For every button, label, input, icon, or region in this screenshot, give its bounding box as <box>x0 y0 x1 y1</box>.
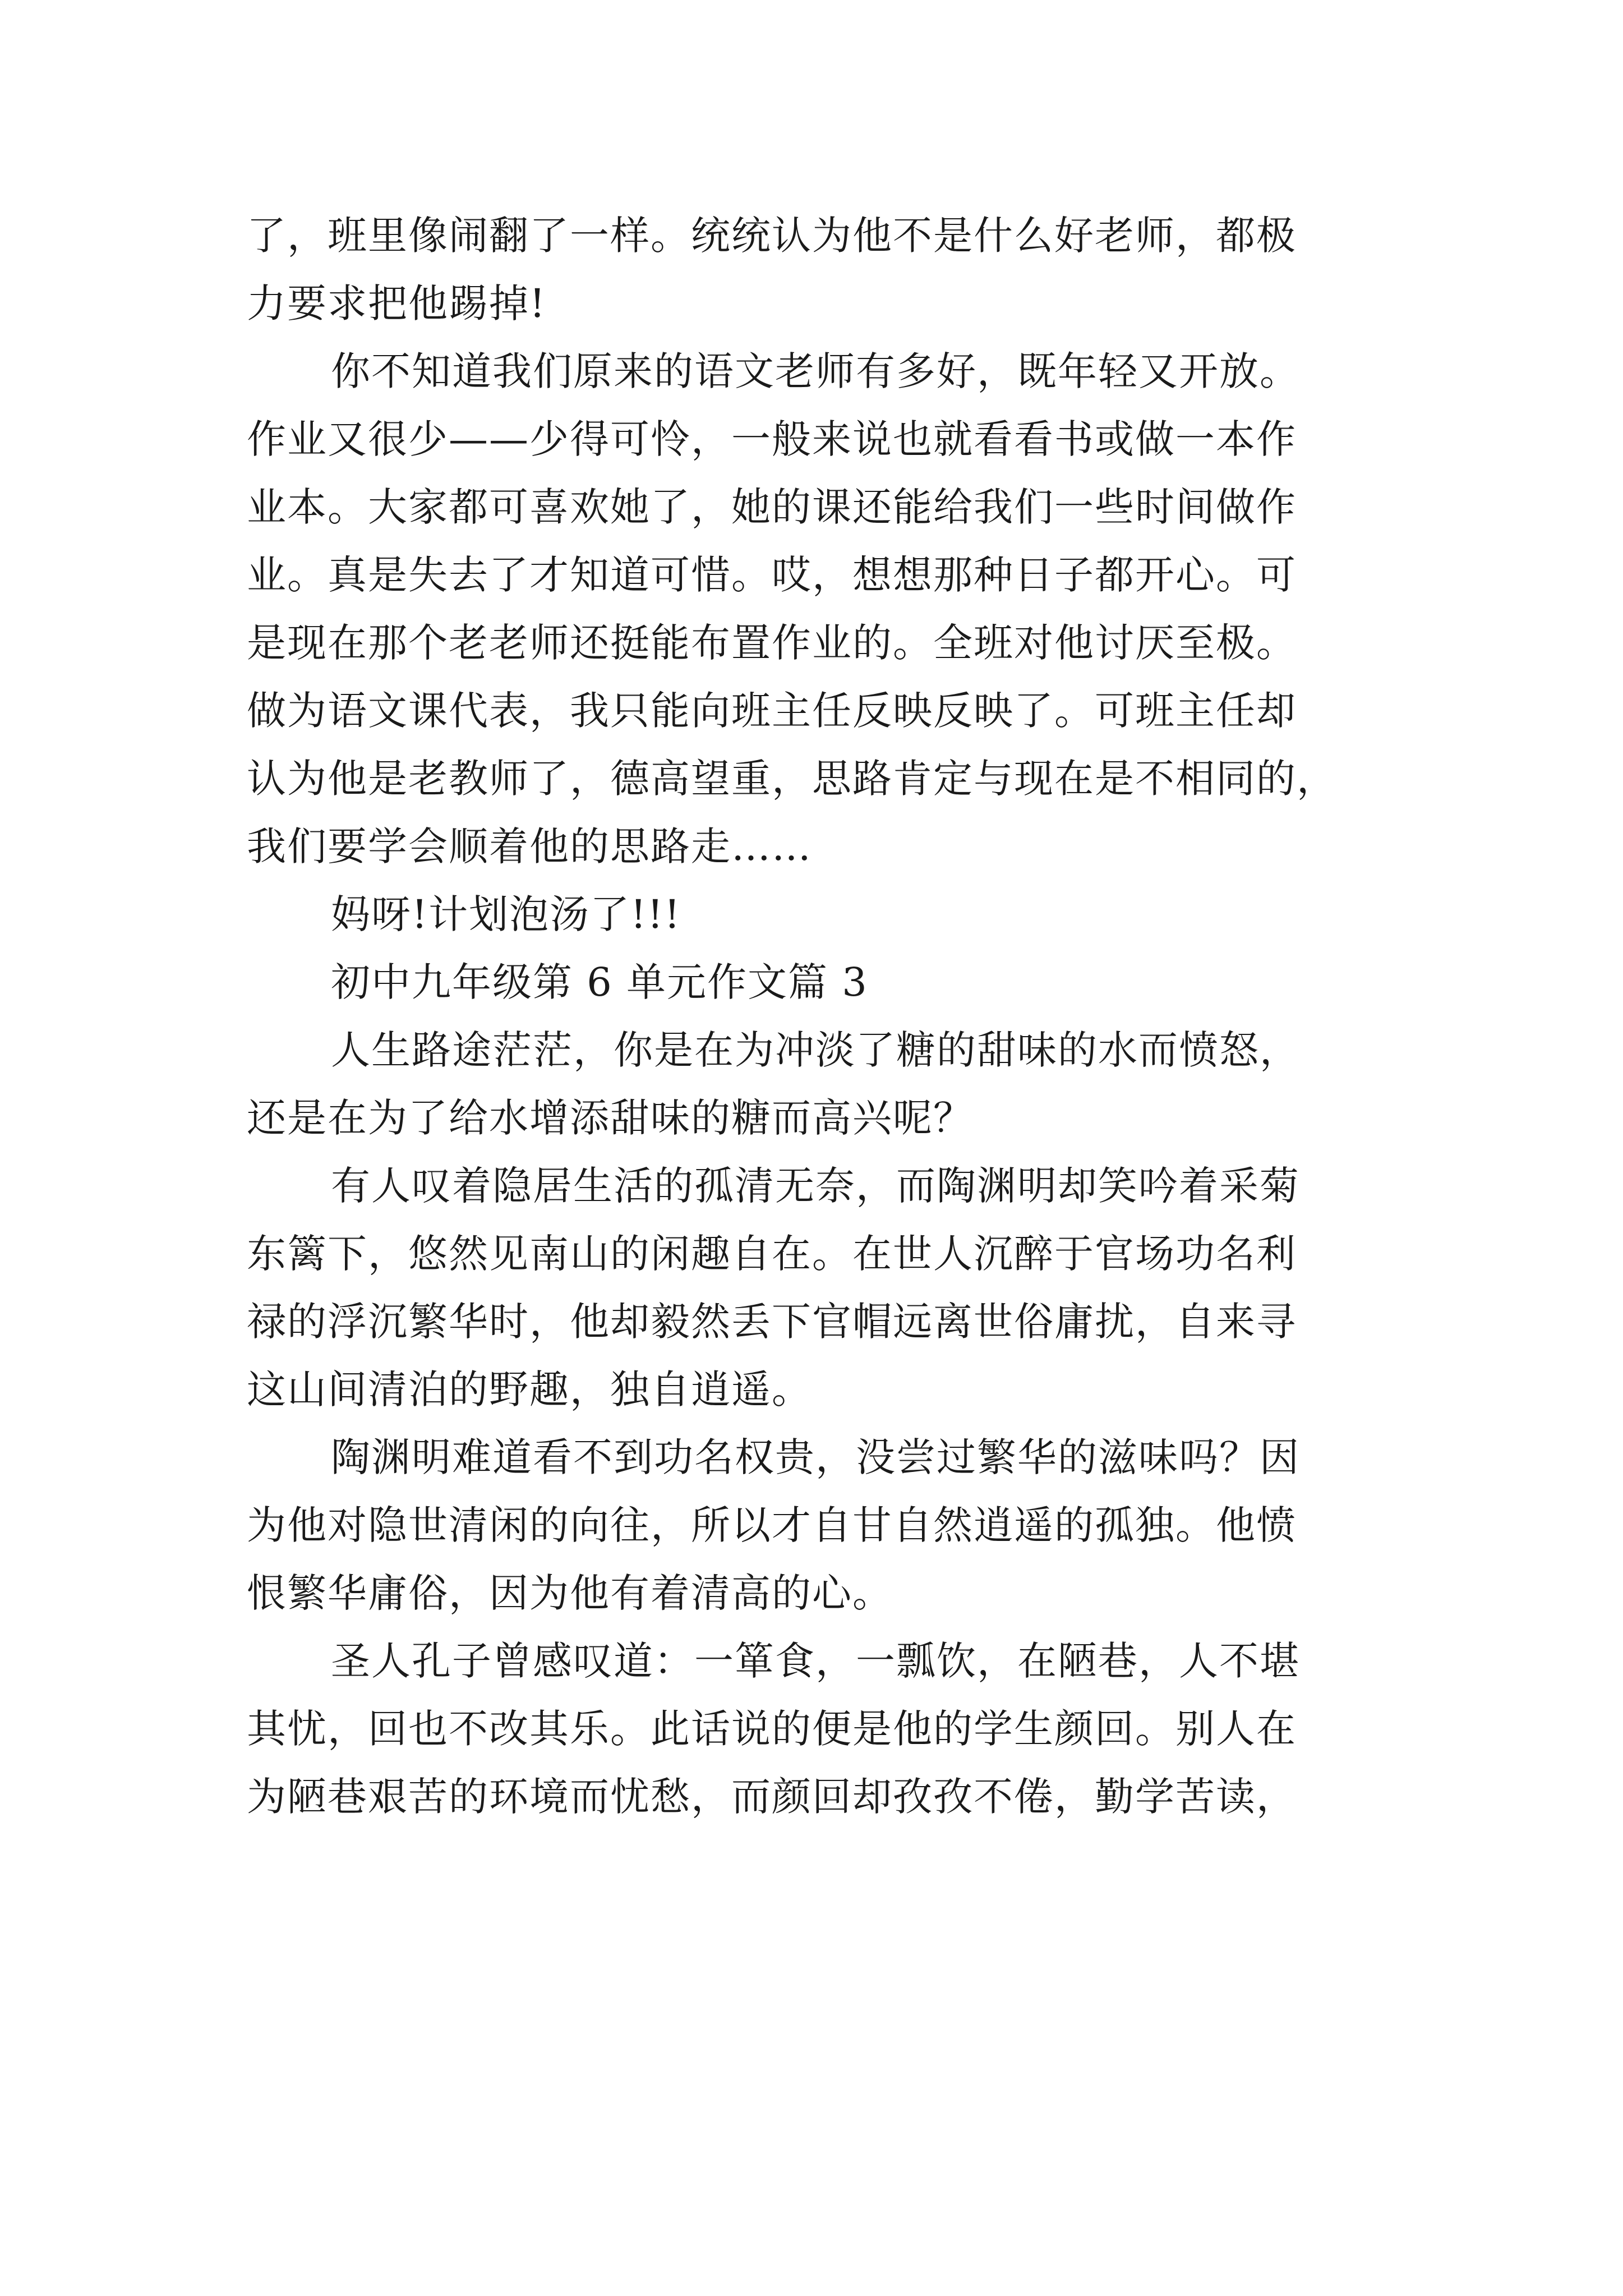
text-line: 业本。大家都可喜欢她了，她的课还能给我们一些时间做作 <box>247 484 1297 530</box>
paragraph-start-line: 有人叹着隐居生活的孤清无奈，而陶渊明却笑吟着采菊 <box>331 1163 1300 1209</box>
paragraph-start-line: 妈呀!计划泡汤了!!! <box>331 891 681 937</box>
text-line: 是现在那个老老师还挺能布置作业的。全班对他讨厌至极。 <box>247 620 1297 666</box>
essay-text <box>247 202 1396 1831</box>
text-line: 了，班里像闹翻了一样。统统认为他不是什么好老师，都极 <box>247 213 1297 259</box>
text-line: 其忧，回也不改其乐。此话说的便是他的学生颜回。别人在 <box>247 1706 1297 1752</box>
text-line: 为陋巷艰苦的环境而忧愁，而颜回却孜孜不倦，勤学苦读， <box>247 1774 1297 1820</box>
section-heading: 初中九年级第 6 单元作文篇 3 <box>331 959 868 1005</box>
text-line: 力要求把他踢掉! <box>247 280 547 326</box>
paragraph-start-line: 你不知道我们原来的语文老师有多好，既年轻又开放。 <box>331 348 1300 394</box>
text-line: 禄的浮沉繁华时，他却毅然丢下官帽远离世俗庸扰，自来寻 <box>247 1299 1297 1345</box>
text-line: 这山间清泊的野趣，独自逍遥。 <box>247 1366 812 1412</box>
text-line: 做为语文课代表，我只能向班主任反映反映了。可班主任却 <box>247 688 1297 734</box>
paragraph-start-line: 人生路途茫茫，你是在为冲淡了糖的甜味的水而愤怒， <box>331 1027 1300 1073</box>
text-line: 为他对隐世清闲的向往，所以才自甘自然逍遥的孤独。他愤 <box>247 1502 1297 1548</box>
text-line: 业。真是失去了才知道可惜。哎，想想那种日子都开心。可 <box>247 552 1297 598</box>
paragraph-start-line: 陶渊明难道看不到功名权贵，没尝过繁华的滋味吗？因 <box>331 1434 1300 1480</box>
paragraph-start-line: 圣人孔子曾感叹道：一箪食，一瓢饮，在陋巷，人不堪 <box>331 1638 1300 1684</box>
text-line: 恨繁华庸俗，因为他有着清高的心。 <box>247 1570 893 1616</box>
text-line: 我们要学会顺着他的思路走…… <box>247 823 812 869</box>
text-line: 认为他是老教师了，德高望重，思路肯定与现在是不相同的， <box>247 756 1337 802</box>
text-line: 还是在为了给水增添甜味的糖而高兴呢？ <box>247 1095 974 1141</box>
text-line: 东篱下，悠然见南山的闲趣自在。在世人沉醉于官场功名利 <box>247 1231 1297 1277</box>
text-line: 作业又很少——少得可怜，一般来说也就看看书或做一本作 <box>247 416 1297 462</box>
